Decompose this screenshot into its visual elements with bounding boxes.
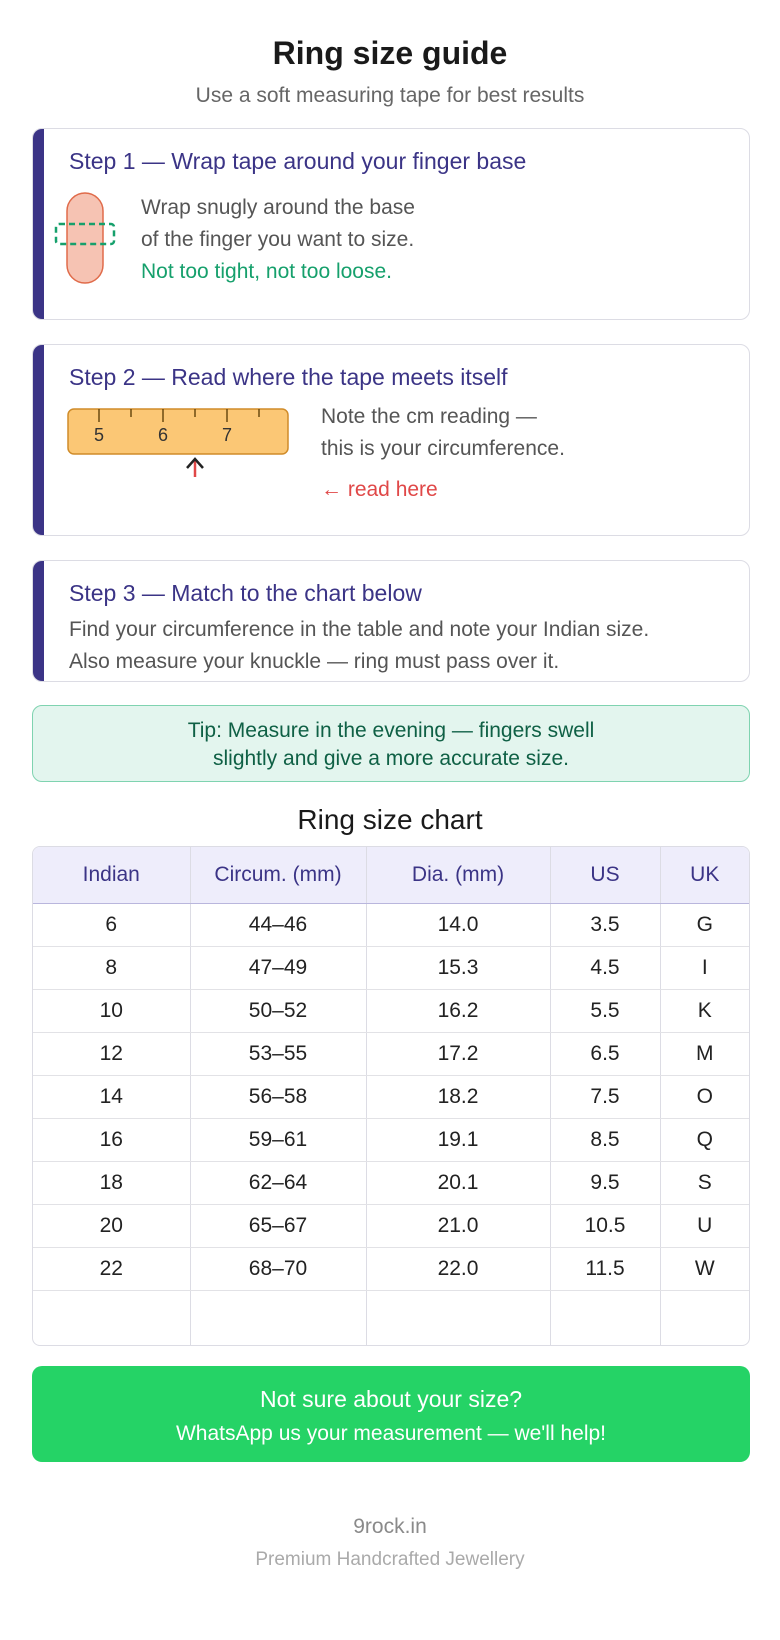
table-row xyxy=(33,1205,749,1248)
table-row xyxy=(33,1248,749,1291)
column-header-circumference: Circum. (mm) xyxy=(190,847,366,904)
step-3-title: Step 3 — Match to the chart below xyxy=(69,580,422,606)
cta-main-text: Not sure about your size? xyxy=(259,1386,523,1412)
cell-us: 4.5 xyxy=(550,947,660,990)
table-row xyxy=(33,1162,749,1205)
ruler-label-7: 7 xyxy=(221,425,233,445)
cell-indian: 14 xyxy=(33,1076,190,1119)
cell-circumference: 59–61 xyxy=(190,1119,366,1162)
step-2-line-2: this is your circumference. xyxy=(321,437,565,460)
step-1-line-1: Wrap snugly around the base xyxy=(141,196,415,219)
step-2-card xyxy=(32,344,750,536)
cell-diameter: 20.1 xyxy=(366,1162,550,1205)
step-2-line-1: Note the cm reading — xyxy=(321,405,537,428)
step-3-line-1: Find your circumference in the table and note your Indian size. xyxy=(69,618,650,641)
cell-circumference: 65–67 xyxy=(190,1205,366,1248)
cell-diameter: 17.2 xyxy=(366,1033,550,1076)
cell-uk: S xyxy=(660,1162,749,1205)
cell-us: 9.5 xyxy=(550,1162,660,1205)
cell-diameter: 22.0 xyxy=(366,1248,550,1291)
column-header-indian: Indian xyxy=(33,847,190,904)
table-row xyxy=(33,1033,749,1076)
cell-circumference: 47–49 xyxy=(190,947,366,990)
cell-us: 8.5 xyxy=(550,1119,660,1162)
cell-circumference: 50–52 xyxy=(190,990,366,1033)
step-2-note: ← read here xyxy=(321,478,438,501)
cell-us: 3.5 xyxy=(550,904,660,947)
finger-tape-illustration-icon xyxy=(53,191,117,287)
cell-circumference: 53–55 xyxy=(190,1033,366,1076)
column-header-diameter: Dia. (mm) xyxy=(366,847,550,904)
footer-tagline: Premium Handcrafted Jewellery xyxy=(255,1549,525,1570)
cell-uk: I xyxy=(660,947,749,990)
table-filler-row xyxy=(33,1291,749,1346)
ruler-label-6: 6 xyxy=(157,425,169,445)
cell-us: 7.5 xyxy=(550,1076,660,1119)
step-1-accent-bar xyxy=(33,129,44,319)
page-subtitle: Use a soft measuring tape for best results xyxy=(195,84,585,107)
size-chart-table xyxy=(32,846,750,1346)
cell-uk: Q xyxy=(660,1119,749,1162)
cell-indian: 22 xyxy=(33,1248,190,1291)
cell-us: 11.5 xyxy=(550,1248,660,1291)
cell-us: 10.5 xyxy=(550,1205,660,1248)
step-3-accent-bar xyxy=(33,561,44,681)
cell-indian: 8 xyxy=(33,947,190,990)
table-row xyxy=(33,1076,749,1119)
page-header xyxy=(0,0,780,110)
arrow-up-icon xyxy=(187,459,203,477)
cell-diameter: 15.3 xyxy=(366,947,550,990)
cell-indian: 18 xyxy=(33,1162,190,1205)
table-row xyxy=(33,1119,749,1162)
step-3-card xyxy=(32,560,750,682)
cell-uk: U xyxy=(660,1205,749,1248)
whatsapp-help-button[interactable] xyxy=(32,1366,750,1462)
step-1-line-2: of the finger you want to size. xyxy=(141,228,415,251)
cell-diameter: 14.0 xyxy=(366,904,550,947)
cell-uk: G xyxy=(660,904,749,947)
cell-indian: 6 xyxy=(33,904,190,947)
table-header-row xyxy=(33,847,749,904)
column-header-uk: UK xyxy=(660,847,749,904)
cell-circumference: 62–64 xyxy=(190,1162,366,1205)
step-3-line-2: Also measure your knuckle — ring must pass over it. xyxy=(69,650,560,673)
cell-uk: O xyxy=(660,1076,749,1119)
page-footer xyxy=(0,1512,780,1574)
cell-diameter: 21.0 xyxy=(366,1205,550,1248)
cell-uk: K xyxy=(660,990,749,1033)
step-2-title: Step 2 — Read where the tape meets itself xyxy=(69,364,508,390)
tip-line-2: slightly and give a more accurate size. xyxy=(212,747,569,770)
cell-circumference: 44–46 xyxy=(190,904,366,947)
cell-circumference: 56–58 xyxy=(190,1076,366,1119)
cta-sub-text: WhatsApp us your measurement — we'll help! xyxy=(175,1422,607,1445)
table-row xyxy=(33,904,749,947)
cell-indian: 12 xyxy=(33,1033,190,1076)
cell-indian: 16 xyxy=(33,1119,190,1162)
cell-diameter: 18.2 xyxy=(366,1076,550,1119)
step-1-card xyxy=(32,128,750,320)
ruler-label-5: 5 xyxy=(93,425,105,445)
cell-diameter: 16.2 xyxy=(366,990,550,1033)
page-title: Ring size guide xyxy=(272,35,508,71)
cell-diameter: 19.1 xyxy=(366,1119,550,1162)
cell-uk: M xyxy=(660,1033,749,1076)
size-chart-title: Ring size chart xyxy=(297,804,483,835)
step-2-accent-bar xyxy=(33,345,44,535)
cell-uk: W xyxy=(660,1248,749,1291)
cell-circumference: 68–70 xyxy=(190,1248,366,1291)
step-1-title: Step 1 — Wrap tape around your finger base xyxy=(69,148,527,174)
step-1-note: Not too tight, not too loose. xyxy=(141,260,392,283)
table-row xyxy=(33,990,749,1033)
table-row xyxy=(33,947,749,990)
tip-line-1: Tip: Measure in the evening — fingers swell xyxy=(187,719,595,742)
cell-indian: 20 xyxy=(33,1205,190,1248)
footer-brand: 9rock.in xyxy=(353,1515,427,1538)
tip-box xyxy=(32,705,750,782)
column-header-us: US xyxy=(550,847,660,904)
cell-us: 6.5 xyxy=(550,1033,660,1076)
measuring-tape-illustration-icon xyxy=(67,407,289,479)
cell-us: 5.5 xyxy=(550,990,660,1033)
cell-indian: 10 xyxy=(33,990,190,1033)
